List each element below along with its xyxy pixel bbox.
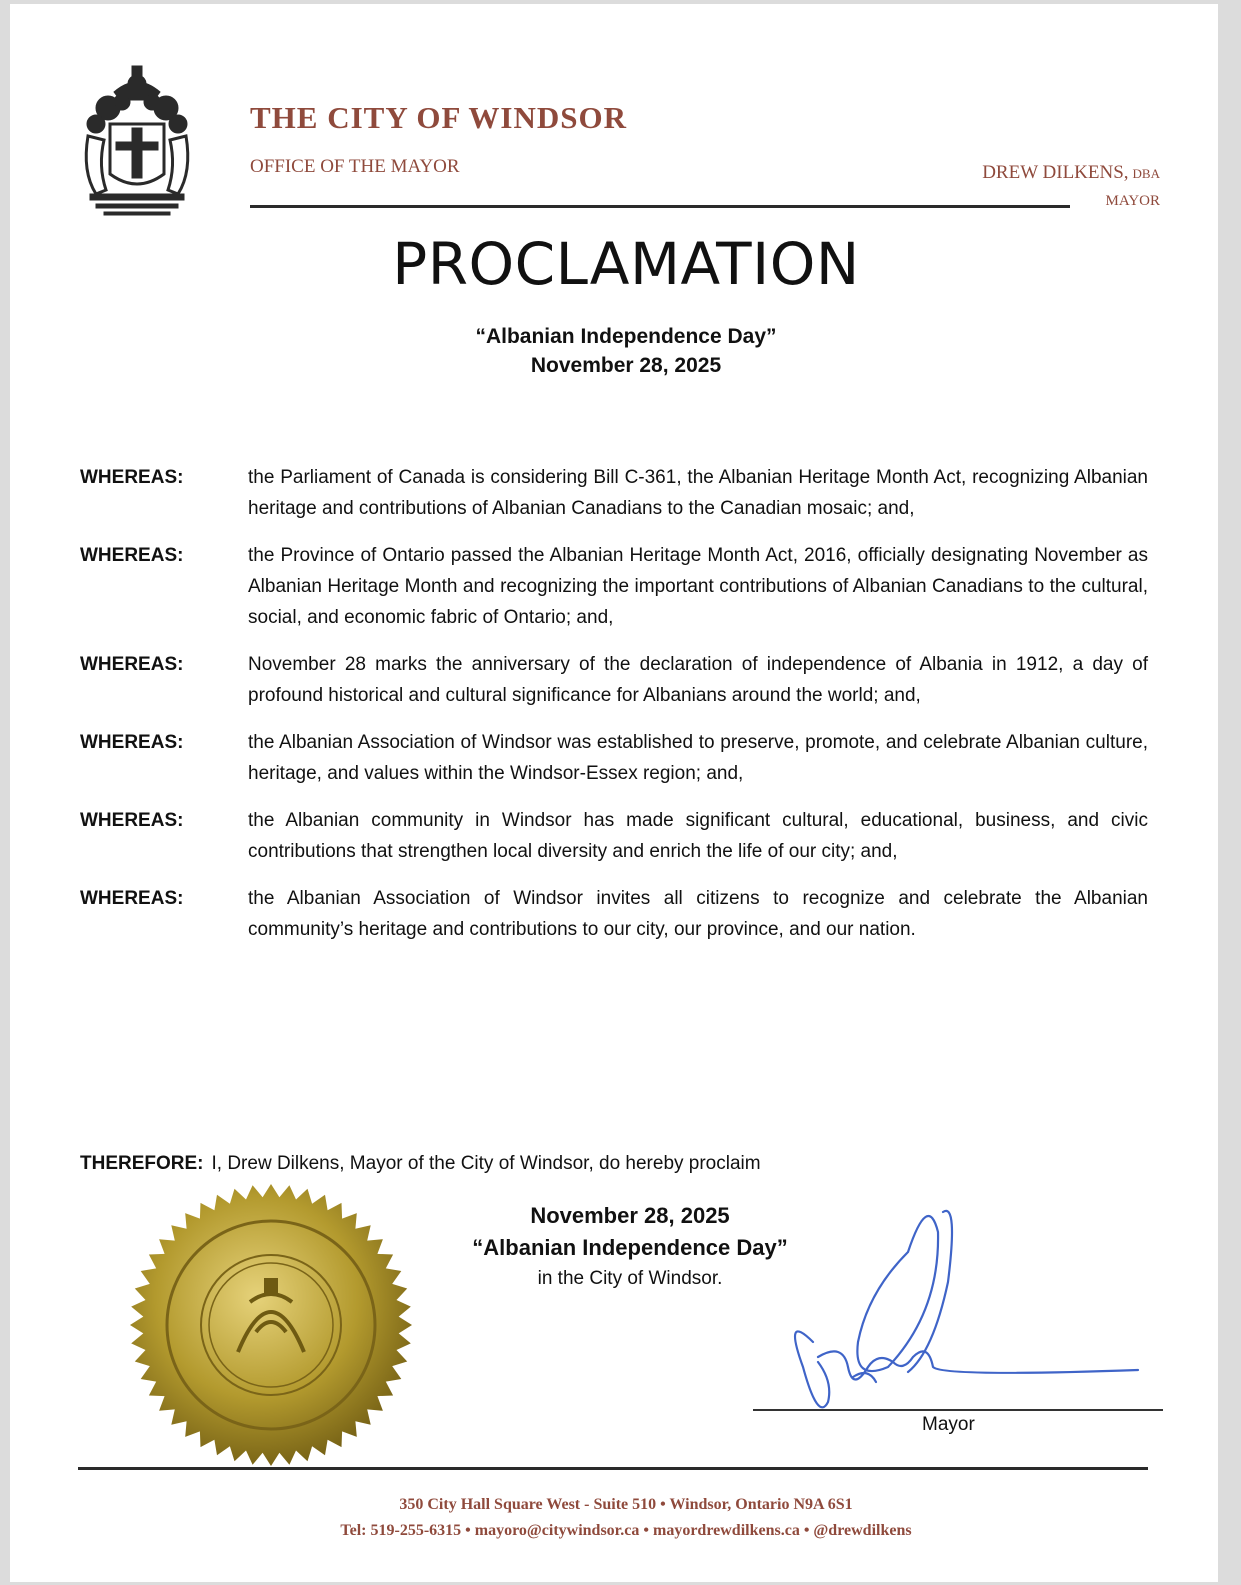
whereas-clause <box>80 649 1158 711</box>
clause-text: November 28 marks the anniversary of the declaration of independence of Albania in 1912, a day of profound historical and cultural significance for Albanians around the world; and, <box>248 654 1148 706</box>
whereas-clause <box>80 883 1158 945</box>
clause-text: the Albanian Association of Windsor invites all citizens to recognize and celebrate the Albanian community’s heritage and contributions to our city, our province, and our nation. <box>248 888 1148 940</box>
whereas-clause <box>80 727 1158 789</box>
clause-label: WHEREAS: <box>80 810 184 831</box>
mayor-name-header <box>982 162 1160 184</box>
clause-label: WHEREAS: <box>80 467 184 488</box>
mayor-degree: DBA <box>1132 166 1160 181</box>
subtitle-event: “Albanian Independence Day” <box>475 325 777 348</box>
whereas-clause <box>80 540 1158 633</box>
signature-line <box>753 1409 1163 1411</box>
mayor-signature-icon <box>758 1192 1158 1442</box>
signature-label: Mayor <box>922 1414 975 1435</box>
footer-address: 350 City Hall Square West - Suite 510 • Windsor, Ontario N9A 6S1 <box>399 1496 853 1513</box>
header-divider <box>250 205 1070 208</box>
proclamation-document <box>10 4 1218 1582</box>
document-title: PROCLAMATION <box>392 230 860 298</box>
declaration-event: “Albanian Independence Day” <box>472 1235 788 1260</box>
coat-of-arms-icon <box>74 62 200 218</box>
clause-text: the Province of Ontario passed the Albanian Heritage Month Act, 2016, officially designating November as Albanian Heritage Month and recognizing the important contributions of Albanian Canadians to the cultural, social, and economic fabric of Ontario; and, <box>248 545 1148 628</box>
clause-label: WHEREAS: <box>80 732 184 753</box>
declaration-place: in the City of Windsor. <box>537 1268 723 1289</box>
mayor-title-header: MAYOR <box>1105 193 1160 209</box>
mayor-name-text: DREW DILKENS, <box>982 162 1129 183</box>
document-subtitle <box>10 322 1218 380</box>
clause-text: the Albanian community in Windsor has made significant cultural, educational, business, and civic contributions that strengthen local diversity and enrich the life of our city; and, <box>248 810 1148 862</box>
city-name: THE CITY OF WINDSOR <box>250 100 627 135</box>
footer-contact: Tel: 519-255-6315 • mayoro@citywindsor.ca • mayordrewdilkens.ca • @drewdilkens <box>340 1522 912 1539</box>
clause-label: WHEREAS: <box>80 545 184 566</box>
clause-text: the Parliament of Canada is considering Bill C-361, the Albanian Heritage Month Act, recognizing Albanian heritage and contributions of Albanian Canadians to the Canadian mosaic; and, <box>248 467 1148 519</box>
whereas-clause <box>80 805 1158 867</box>
declaration-date: November 28, 2025 <box>530 1203 730 1228</box>
whereas-clause <box>80 462 1158 524</box>
therefore-clause <box>80 1148 761 1179</box>
therefore-text: I, Drew Dilkens, Mayor of the City of Windsor, do hereby proclaim <box>211 1153 761 1174</box>
office-name: OFFICE OF THE MAYOR <box>250 156 460 177</box>
clause-label: WHEREAS: <box>80 654 184 675</box>
clause-label: WHEREAS: <box>80 888 184 909</box>
therefore-label: THEREFORE: <box>80 1153 204 1174</box>
clause-text: the Albanian Association of Windsor was established to preserve, promote, and celebrate Albanian culture, heritage, and values within the Windsor-Essex region; and, <box>248 732 1148 784</box>
whereas-clauses <box>80 462 1158 961</box>
subtitle-date: November 28, 2025 <box>530 354 722 377</box>
footer-divider <box>78 1467 1148 1470</box>
